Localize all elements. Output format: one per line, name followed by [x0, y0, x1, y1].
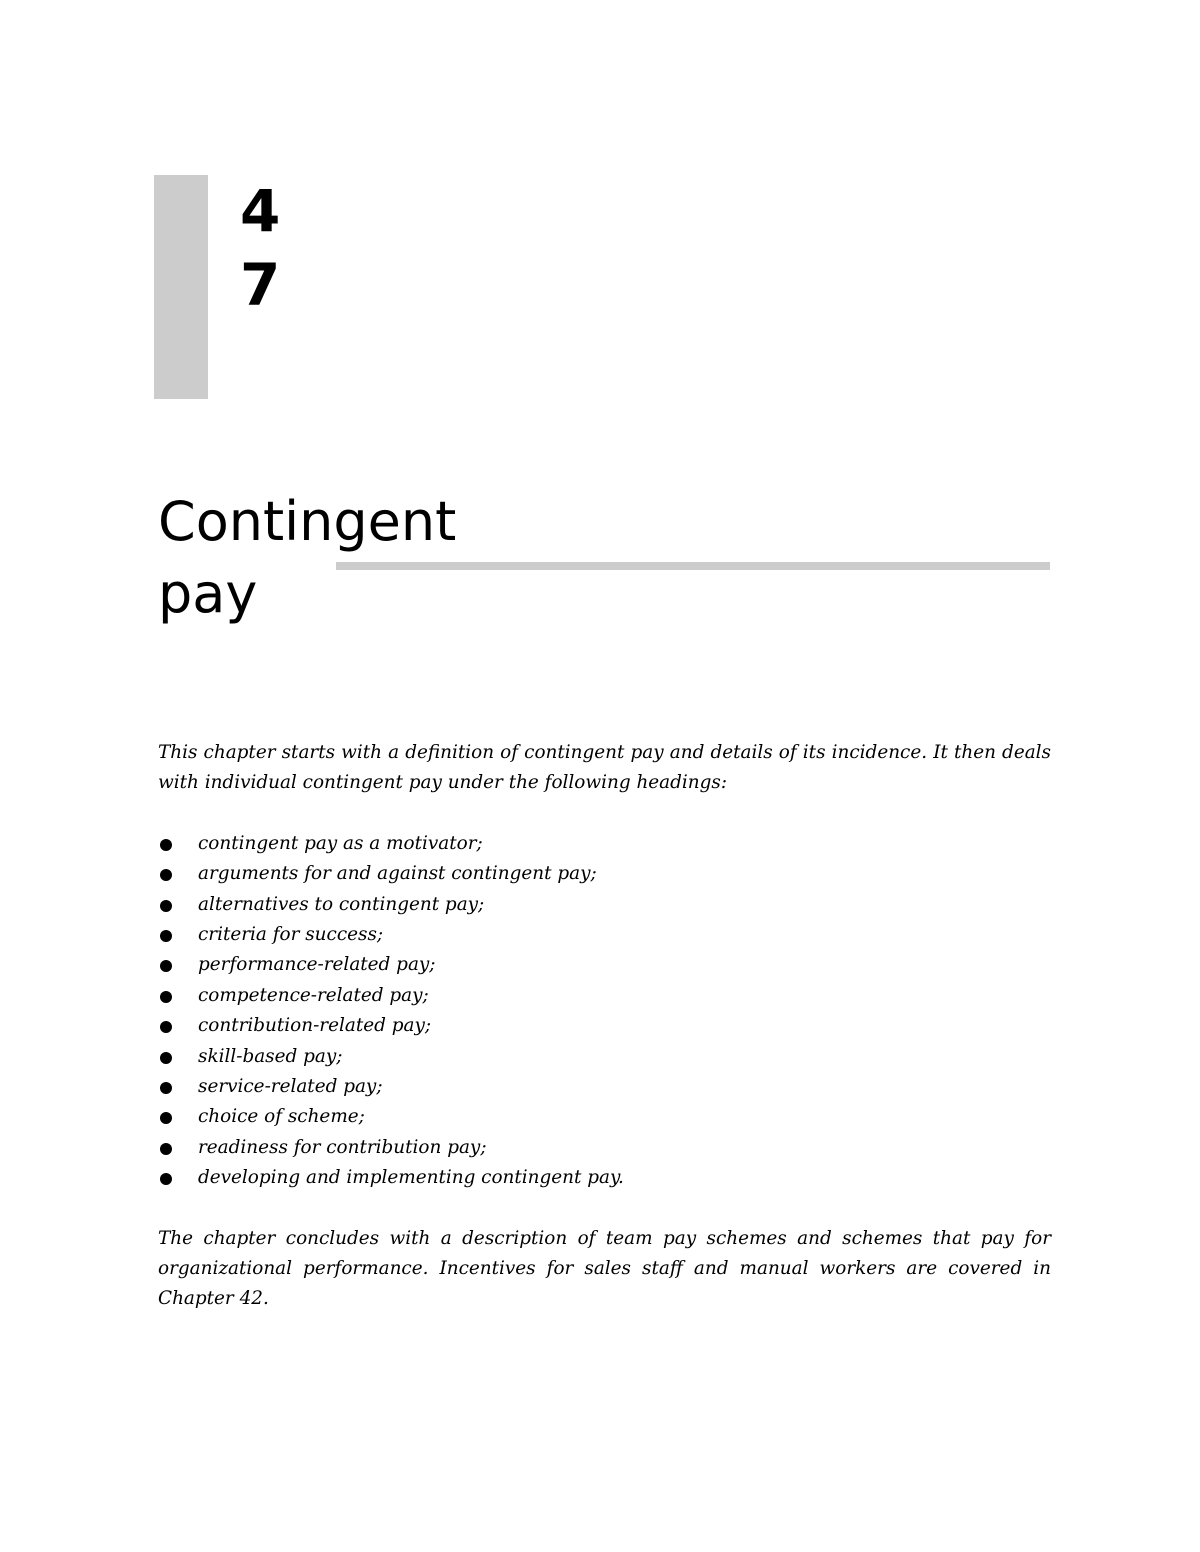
bullet-icon — [160, 1052, 172, 1064]
list-item — [158, 981, 1051, 1011]
chapter-number-digit-2: 7 — [240, 251, 281, 319]
chapter-summary — [158, 738, 1051, 1315]
list-item — [158, 890, 1051, 920]
list-item-text: choice of scheme; — [198, 1106, 365, 1128]
list-item — [158, 1042, 1051, 1072]
list-item-text: criteria for success; — [198, 923, 384, 945]
list-item — [158, 859, 1051, 889]
bullet-icon — [160, 1021, 172, 1033]
list-item-text: performance-related pay; — [198, 954, 436, 976]
list-item-text: contingent pay as a motivator; — [198, 832, 483, 854]
chapter-title — [158, 486, 456, 630]
chapter-title-line-1: Contingent — [158, 490, 457, 553]
bullet-icon — [160, 869, 172, 881]
topic-list — [158, 829, 1051, 1194]
bullet-icon — [160, 960, 172, 972]
bullet-icon — [160, 1173, 172, 1185]
list-item-text: service-related pay; — [198, 1075, 383, 1097]
bullet-icon — [160, 991, 172, 1003]
list-item-text: developing and implementing contingent pay. — [198, 1167, 624, 1189]
bullet-icon — [160, 930, 172, 942]
list-item — [158, 1163, 1051, 1193]
list-item — [158, 920, 1051, 950]
list-item-text: competence-related pay; — [198, 984, 429, 1006]
list-item-text: skill-based pay; — [198, 1045, 343, 1067]
list-item — [158, 1133, 1051, 1163]
bullet-icon — [160, 900, 172, 912]
list-item — [158, 1011, 1051, 1041]
bullet-icon — [160, 1143, 172, 1155]
list-item — [158, 1072, 1051, 1102]
chapter-number-digit-1: 4 — [240, 177, 281, 245]
list-item-text: readiness for contribution pay; — [198, 1136, 487, 1158]
conclusion-paragraph: The chapter concludes with a description of team pay schemes and schemes that pay for organizational performance. Incentives for sales staff and manual workers are covered in Chapter 42. — [158, 1227, 1051, 1310]
list-item-text: contribution-related pay; — [198, 1015, 432, 1037]
list-item — [158, 950, 1051, 980]
intro-paragraph: This chapter starts with a definition of contingent pay and details of its incidence. It then deals with individual contingent pay under the following headings: — [158, 742, 1051, 794]
list-item — [158, 1102, 1051, 1132]
bullet-icon — [160, 1082, 172, 1094]
list-item — [158, 829, 1051, 859]
chapter-title-line-2: pay — [158, 562, 258, 625]
bullet-icon — [160, 1112, 172, 1124]
bullet-icon — [160, 839, 172, 851]
chapter-side-bar — [154, 175, 208, 399]
chapter-number — [240, 174, 320, 322]
list-item-text: alternatives to contingent pay; — [198, 893, 485, 915]
title-rule — [336, 562, 1050, 570]
list-item-text: arguments for and against contingent pay; — [198, 863, 597, 885]
